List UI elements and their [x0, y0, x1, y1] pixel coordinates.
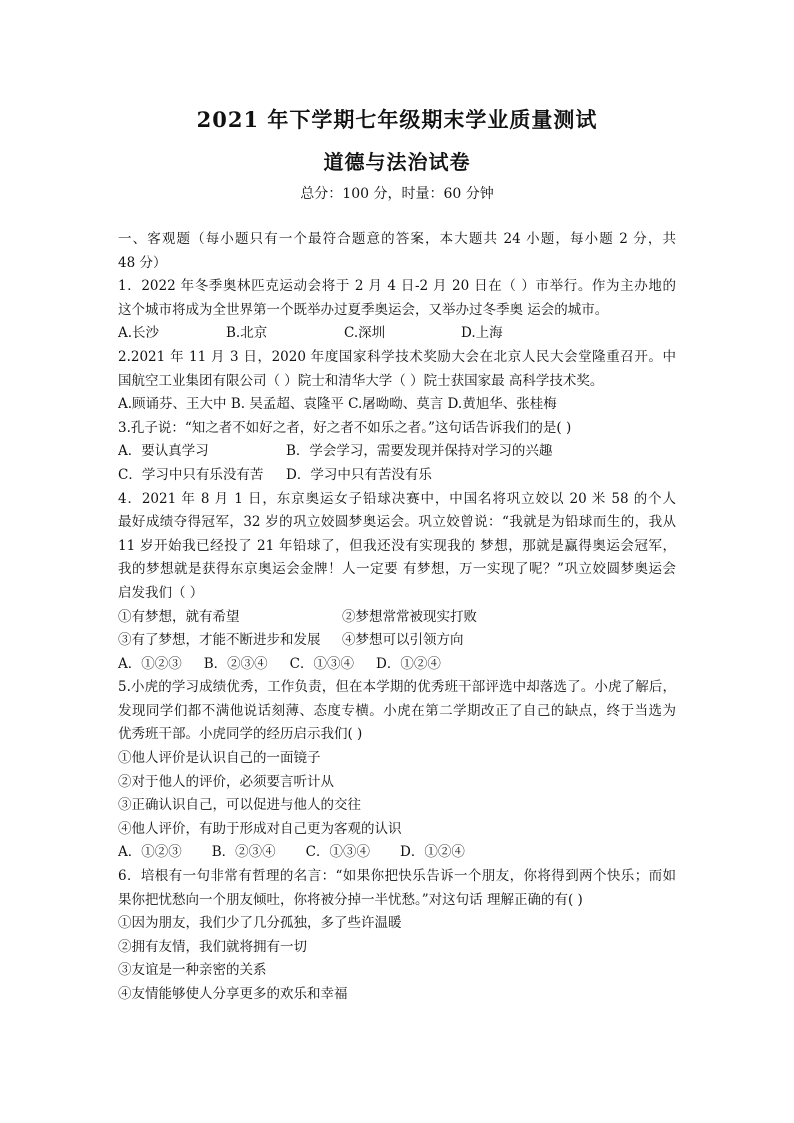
q5-option-c: C．①③④: [305, 844, 371, 861]
q4-option-d: D．①②④: [376, 655, 441, 672]
q4-statement-3: ③有了梦想，才能不断进步和发展: [118, 632, 321, 649]
q5-statement-4: ④他人评价，有助于形成对自己更为客观的认识: [118, 820, 402, 837]
q6-statement-1: ①因为朋友，我们少了几分孤独，多了些许温暖: [118, 915, 402, 932]
q4-stem: 4．2021 年 8 月 1 日，东京奥运女子铅球决赛中，中国名将巩立姣以 20 米 58 的个人: [118, 490, 676, 507]
q2-stem-cont: 国航空工业集团有限公司（ ）院士和清华大学（ ）院士获国家最 高科学技术奖。: [118, 372, 604, 389]
q6-statement-2: ②拥有友情，我们就将拥有一切: [118, 938, 307, 955]
q4-option-b: B．②③④: [203, 655, 268, 672]
q5-option-a: A．①②③: [118, 844, 182, 861]
q6-statement-3: ③友谊是一种亲密的关系: [118, 962, 267, 979]
q4-stem-cont: 我的梦想就是获得东京奥运会金牌！人一定要 有梦想，万一实现了呢？”巩立姣圆梦奥运会: [118, 561, 676, 578]
q5-option-b: B．②③④: [211, 844, 276, 861]
q2-stem: 2.2021 年 11 月 3 日，2020 年度国家科学技术奖励大会在北京人民大会堂隆重召开。中: [118, 348, 676, 365]
q4-options: [118, 653, 676, 677]
q5-option-d: D．①②④: [400, 844, 465, 861]
q6-stem-cont: 果你把忧愁向一个朋友倾吐，你将被分掉一半忧愁。”对这句话 理解正确的有( ): [118, 891, 583, 908]
q4-option-c: C．①③④: [289, 655, 355, 672]
q3-options-ab: [118, 440, 676, 464]
q1-option-a: A.长沙: [118, 325, 160, 342]
q2-options: A.顾诵芬、王大中 B. 吴孟超、袁隆平 C.屠呦呦、莫言 D.黄旭华、张桂梅: [118, 396, 557, 413]
q3-option-b: B．学会学习，需要发现并保持对学习的兴趣: [286, 443, 553, 460]
q4-statement-1: ①有梦想，就有希望: [118, 608, 240, 625]
q4-statements-34: [118, 629, 676, 653]
q4-statement-4: ④梦想可以引领方向: [342, 632, 464, 649]
q4-stem-cont: 启发我们（ ）: [118, 584, 204, 601]
exam-meta: 总分：100 分，时量：60 分钟: [300, 186, 494, 202]
q1-option-c: C.深圳: [344, 325, 386, 342]
q5-statement-2: ②对于他人的评价，必须要言听计从: [118, 773, 334, 790]
section-heading-cont: 48 分）: [118, 254, 167, 271]
q3-stem: 3.孔子说：“知之者不如好之者，好之者不如乐之者。”这句话告诉我们的是( ): [118, 419, 572, 436]
q4-statement-2: ②梦想常常被现实打败: [342, 608, 477, 625]
q4-option-a: A．①②③: [118, 655, 182, 672]
q5-stem-cont: 发现同学们都不满他说话刻薄、态度专横。小虎在第二学期改正了自己的缺点，终于当选为: [118, 702, 676, 719]
q3-option-c: C．学习中只有乐没有苦: [118, 466, 264, 483]
q4-statements-12: [118, 606, 676, 630]
q3-option-d: D．学习中只有苦没有乐: [286, 466, 432, 483]
q1-option-b: B.北京: [226, 325, 268, 342]
section-heading: 一、客观题（每小题只有一个最符合题意的答案，本大题共 24 小题，每小题 2 分，共: [118, 231, 676, 247]
q1-stem: 1．2022 年冬季奥林匹克运动会将于 2 月 4 日-2 月 20 日在（ ）市举行。作为主办地的: [118, 278, 676, 295]
q5-statement-3: ③正确认识自己，可以促进与他人的交往: [118, 797, 361, 814]
question-body: [118, 228, 676, 1007]
q4-stem-cont: 11 岁开始我已经投了 21 年铅球了，但我还没有实现我的 梦想，那就是赢得奥运会冠军，: [118, 537, 676, 554]
q6-statement-4: ④友情能够使人分享更多的欢乐和幸福: [118, 986, 348, 1002]
exam-title: 2021 年下学期七年级期末学业质量测试: [196, 107, 598, 132]
q5-options: [118, 841, 676, 865]
q3-option-a: A．要认真学习: [118, 443, 209, 460]
q3-options-cd: [118, 464, 676, 488]
q5-stem: 5.小虎的学习成绩优秀，工作负责，但在本学期的优秀班干部评选中却落选了。小虎了解后，: [118, 679, 676, 696]
exam-subtitle: 道德与法治试卷: [323, 150, 471, 174]
q5-stem-cont: 优秀班干部。小虎同学的经历启示我们( ): [118, 726, 363, 743]
q1-options: [118, 322, 676, 346]
q6-stem: 6．培根有一句非常有哲理的名言：“如果你把快乐告诉一个朋友，你将得到两个快乐；而如: [118, 868, 676, 885]
q4-stem-cont: 最好成绩夺得冠军，32 岁的巩立姣圆梦奥运会。巩立姣曾说：“我就是为铅球而生的，我从: [118, 514, 676, 531]
q5-statement-1: ①他人评价是认识自己的一面镜子: [118, 750, 321, 767]
q1-stem-cont: 这个城市将成为全世界第一个既举办过夏季奥运会，又举办过冬季奥 运会的城市。: [118, 301, 609, 318]
q1-option-d: D.上海: [461, 325, 503, 342]
